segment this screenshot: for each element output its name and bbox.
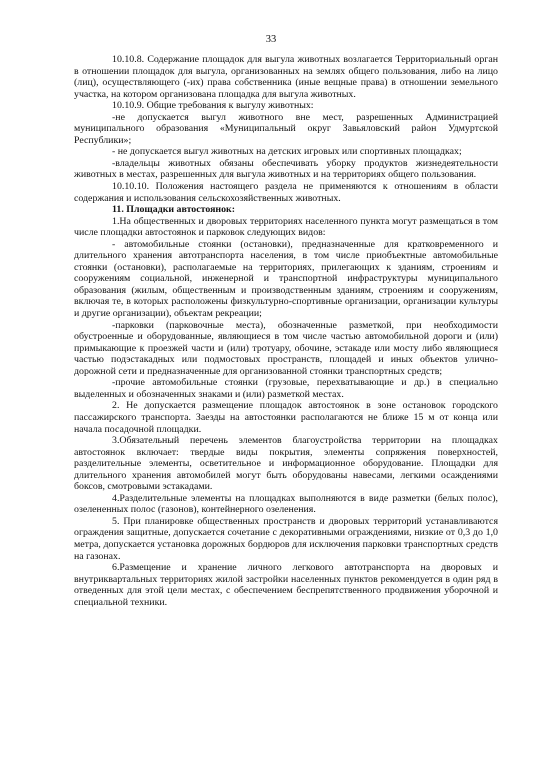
page-number: 33 [265,34,277,45]
list-item-walk-restriction: -не допускается выгул животного вне мест, разрешенных Администрацией муниципального образования «Муниципальный округ Завьяловский район Удмуртской Республики»; [74,111,498,146]
paragraph-parking-6: 6.Размещение и хранение личного легкового автотранспорта на дворовых и внутриквартальных территориях жилой застройки населенных пунктов рекомендуется в один ряд в отведенных для этой цели местах, с обеспечением беспрепятственного продвижения уборочной и специальной техники. [74,562,498,608]
list-item-parking-spots: -парковки (парковочные места), обозначенные разметкой, при необходимости обустроенные и оборудованные, являющиеся в том числе частью автомобильной дороги и (или) примыкающие к проезжей части и (или) тротуару, обочине, эстакаде или мосту либо являющиеся частью подэстакадных или подмостовых пространств, площадей и иных объектов улично-дорожной сети и предназначенные для организованной стоянки транспортных средств; [74,319,498,377]
document-body [74,54,498,608]
paragraph-parking-2: 2. Не допускается размещение площадок автостоянок в зоне остановок городского пассажирского транспорта. Заезды на автостоянки располагаются не ближе 15 м от конца или начала посадочной площадки. [74,400,498,435]
paragraph-parking-3: 3.Обязательный перечень элементов благоустройства территории на площадках автостоянок включает: твердые виды покрытия, элементы сопряжения поверхностей, разделительные элементы, осветительное и информационное оборудование. Площадки для длительного хранения автомобилей могут быть оборудованы навесами, легкими осаждениями боксов, смотровыми эстакадами. [74,435,498,493]
paragraph-10-10-10: 10.10.10. Положения настоящего раздела не применяются к отношениям в области содержания и использования сельскохозяйственных животных. [74,181,498,204]
paragraph-parking-1: 1.На общественных и дворовых территориях населенного пункта могут размещаться в том числе площадки автостоянок и парковок следующих видов: [74,215,498,239]
paragraph-10-10-8: 10.10.8. Содержание площадок для выгула животных возлагается Территориальный орган в отношении площадок для выгула, организованных на землях общего пользования, либо на лицо (лиц), осуществляющего (-их) права собственника (иные вещные права) в отношении земельного участка, на котором организована площадка для выгула животных. [74,54,498,100]
section-heading-parking: 11. Площадки автостоянок: [112,204,236,216]
list-item-other-stops: -прочие автомобильные стоянки (грузовые, перехватывающие и др.) в специально выделенных и обозначенных знаками и (или) разметкой местах. [74,377,498,400]
list-item-owner-duty: -владельцы животных обязаны обеспечивать уборку продуктов жизнедеятельности животных в местах, разрешенных для выгула животных и на территориях общего пользования. [74,157,498,181]
paragraph-10-10-9: 10.10.9. Общие требования к выгулу животных: [112,100,314,112]
list-item-car-stops: - автомобильные стоянки (остановки), предназначенные для кратковременного и длительного хранения автотранспорта населения, в том числе приобъектные автомобильные стоянки (остановки), располагаемые на территориях, прилегающих к зданиям, строениям и сооружениям социальной, инженерной и транспортной инфраструктуры муниципального образования (жилым, общественным и производственным зданиям, строениям и сооружениям, включая те, в которых расположены физкультурно-спортивные организации, организации культуры и другие организации), объектам рекреации; [74,238,498,320]
list-item-playground-ban: - не допускается выгул животных на детских игровых или спортивных площадках; [112,146,462,158]
paragraph-parking-4: 4.Разделительные элементы на площадках выполняются в виде разметки (белых полос), озелененных полос (газонов), контейнерного озеленения. [74,492,498,516]
paragraph-parking-5: 5. При планировке общественных пространств и дворовых территорий устанавливаются ограждения защитные, допускается сочетание с декоративными ограждениями, низкие от 0,3 до 1,0 метра, допускается установка дорожных бордюров для исключения парковки транспортных средств на газонах. [74,515,498,562]
